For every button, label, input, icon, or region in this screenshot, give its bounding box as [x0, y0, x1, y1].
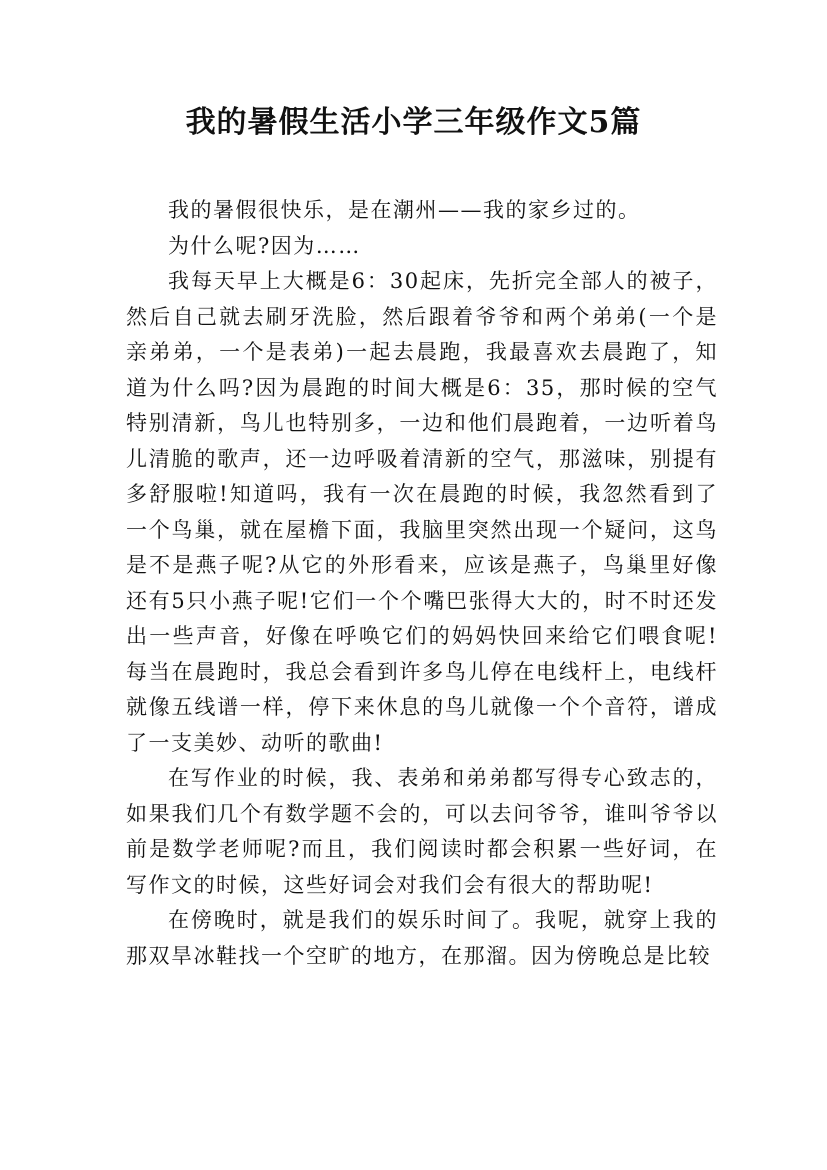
paragraph: 我的暑假很快乐，是在潮州——我的家乡过的。: [168, 198, 641, 222]
paragraph: 在傍晚时，就是我们的娱乐时间了。我呢，就穿上我的那双旱冰鞋找一个空旷的地方，在那溜。因为傍晚总是比较: [126, 908, 718, 968]
document-body: [126, 193, 718, 974]
document-title: 我的暑假生活小学三年级作文5篇: [185, 105, 642, 140]
paragraph: 为什么呢?因为……: [168, 233, 361, 258]
paragraph: 在写作业的时候，我、表弟和弟弟都写得专心致志的，如果我们几个有数学题不会的，可以去问爷爷，谁叫爷爷以前是数学老师呢?而且，我们阅读时都会积累一些好词，在写作文的时候，这些好词会对我们会有很大的帮助呢!: [126, 766, 718, 897]
paragraph: 我每天早上大概是6：30起床，先折完全部人的被子，然后自己就去刷牙洗脸，然后跟着爷爷和两个弟弟(一个是亲弟弟，一个是表弟)一起去晨跑，我最喜欢去晨跑了，知道为什么吗?因为晨跑的时间大概是6：35，那时候的空气特别清新，鸟儿也特别多，一边和他们晨跑着，一边听着鸟儿清脆的歌声，还一边呼吸着清新的空气，那滋味，别提有多舒服啦!知道吗，我有一次在晨跑的时候，我忽然看到了一个鸟巢，就在屋檐下面，我脑里突然出现一个疑问，这鸟是不是燕子呢?从它的外形看来，应该是燕子，鸟巢里好像还有5只小燕子呢!它们一个个嘴巴张得大大的，时不时还发出一些声音，好像在呼唤它们的妈妈快回来给它们喂食呢!每当在晨跑时，我总会看到许多鸟儿停在电线杆上，电线杆就像五线谱一样，停下来休息的鸟儿就像一个个音符，谱成了一支美妙、动听的歌曲!: [126, 269, 718, 755]
